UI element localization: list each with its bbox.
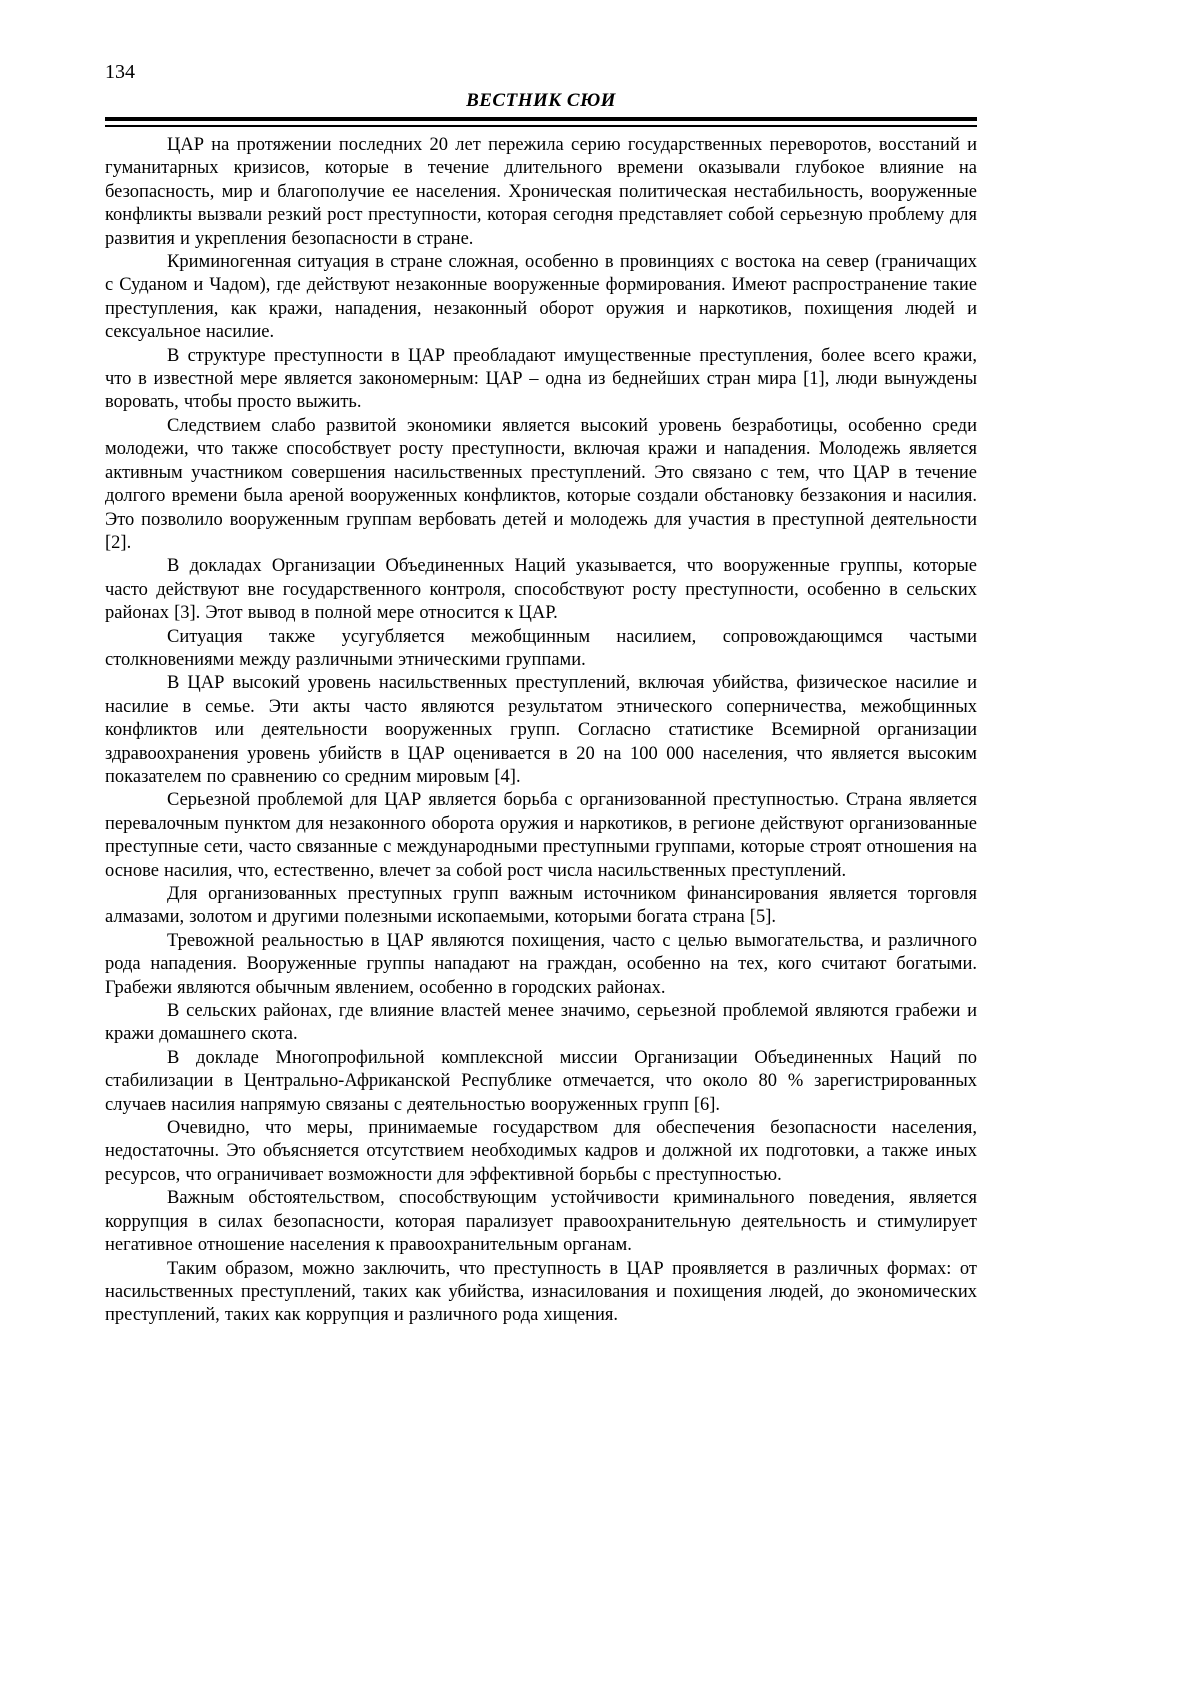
paragraph: Очевидно, что меры, принимаемые государством для обеспечения безопасности населения, недостаточны. Это объясняется отсутствием необходимых кадров и должной их подготовки, а также иных ресурсов, что ограничивает возможности для эффективной борьбы с преступностью. [105, 1118, 977, 1185]
paragraph: Тревожной реальностью в ЦАР являются похищения, часто с целью вымогательства, и различного рода нападения. Вооруженные группы нападают на граждан, особенно на тех, кого считают богатыми. Грабежи являются обычным явлением, особенно в городских районах. [105, 930, 977, 998]
paragraph: Ситуация также усугубляется межобщинным насилием, сопровождающимся частыми столкновениями между различными этническими группами. [105, 626, 977, 670]
paragraph: ЦАР на протяжении последних 20 лет пережила серию государственных переворотов, восстаний и гуманитарных кризисов, которые в течение длительного времени оказывали глубокое влияние на безопасность, мир и благополучие ее населения. Хроническая политическая нестабильность, вооруженные конфликты вызвали резкий рост преступности, которая сегодня представляет собой серьезную проблему для развития и укрепления безопасности в стране. [105, 135, 977, 249]
paragraph: Серьезной проблемой для ЦАР является борьба с организованной преступностью. Страна является перевалочным пунктом для незаконного оборота оружия и наркотиков, в регионе действуют организованные преступные сети, часто связанные с международными преступными группами, которые строят отношения на основе насилия, что, естественно, влечет за собой рост числа насильственных преступлений. [105, 790, 977, 881]
header-divider [105, 117, 977, 127]
paragraph: В ЦАР высокий уровень насильственных преступлений, включая убийства, физическое насилие и насилие в семье. Эти акты часто являются результатом этнического соперничества, межобщинных конфликтов или деятельности вооруженных групп. Согласно статистике Всемирной организации здравоохранения уровень убийств в ЦАР оценивается в 20 на 100 000 населения, что является высоким показателем по сравнению со средним мировым [4]. [105, 673, 977, 787]
paragraph: Следствием слабо развитой экономики является высокий уровень безработицы, особенно среди молодежи, что также способствует росту преступности, включая кражи и нападения. Молодежь является активным участником совершения насильственных преступлений. Это связано с тем, что ЦАР в течение долгого времени была ареной вооруженных конфликтов, которые создали обстановку беззакония и насилия. Это позволило вооруженным группам вербовать детей и молодежь для участия в преступной деятельности [2]. [105, 415, 977, 553]
paragraph: В докладе Многопрофильной комплексной миссии Организации Объединенных Наций по стабилизации в Центрально-Африканской Республике отмечается, что около 80 % зарегистрированных случаев насилия напрямую связаны с деятельностью вооруженных групп [6]. [105, 1047, 977, 1115]
paragraph: В структуре преступности в ЦАР преобладают имущественные преступления, более всего кражи, что в известной мере является закономерным: ЦАР – одна из беднейших стран мира [1], люди вынуждены воровать, чтобы просто выжить. [105, 345, 977, 413]
paragraph: В сельских районах, где влияние властей менее значимо, серьезной проблемой являются грабежи и кражи домашнего скота. [105, 1001, 977, 1045]
page-number: 134 [105, 61, 135, 83]
paragraph: Таким образом, можно заключить, что преступность в ЦАР проявляется в различных формах: от насильственных преступлений, таких как убийства, изнасилования и похищения людей, до экономических преступлений, таких как коррупция и различного рода хищения. [105, 1258, 977, 1326]
journal-header-title: ВЕСТНИК СЮИ [466, 90, 616, 111]
article-body [105, 134, 977, 1328]
paragraph: Криминогенная ситуация в стране сложная, особенно в провинциях с востока на север (граничащих с Суданом и Чадом), где действуют незаконные вооруженные формирования. Имеют распространение такие преступления, как кражи, нападения, незаконный оборот оружия и наркотиков, похищения людей и сексуальное насилие. [105, 252, 977, 343]
paragraph: Для организованных преступных групп важным источником финансирования является торговля алмазами, золотом и другими полезными ископаемыми, которыми богата страна [5]. [105, 884, 977, 928]
paragraph: В докладах Организации Объединенных Наций указывается, что вооруженные группы, которые часто действуют вне государственного контроля, способствуют росту преступности, особенно в сельских районах [3]. Этот вывод в полной мере относится к ЦАР. [105, 556, 977, 624]
paragraph: Важным обстоятельством, способствующим устойчивости криминального поведения, является коррупция в силах безопасности, которая парализует правоохранительную деятельность и стимулирует негативное отношение населения к правоохранительным органам. [105, 1188, 977, 1256]
